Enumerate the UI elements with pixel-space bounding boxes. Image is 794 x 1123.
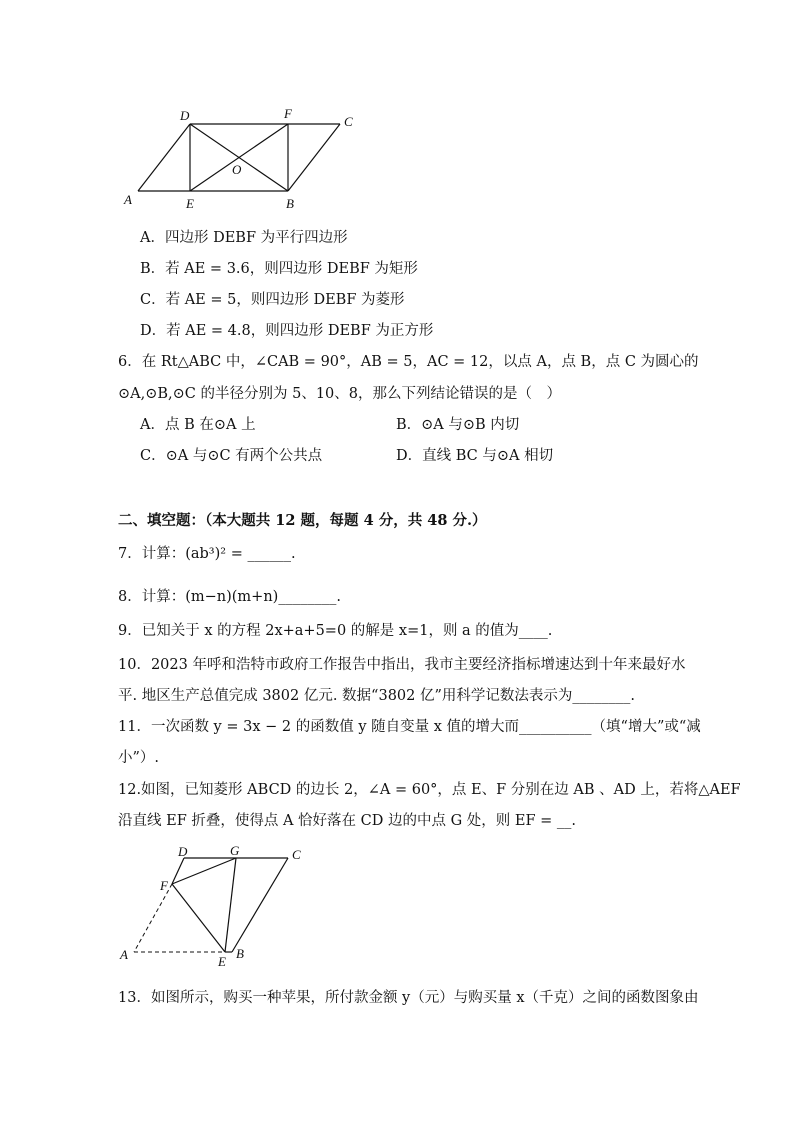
q10-line2: 平. 地区生产总值完成 3802 亿元. 数据“3802 亿”用科学记数法表示为________. xyxy=(118,688,635,704)
label-f: F xyxy=(284,106,292,121)
q12-line1: 12.如图，已知菱形 ABCD 的边长 2，∠A = 60°，点 E、F 分别在边 AB 、AD 上，若将△AEF xyxy=(118,782,741,798)
label-d2: D xyxy=(178,844,188,859)
label-a2: A xyxy=(120,947,128,962)
q6-option-b: B．⊙A 与⊙B 内切 xyxy=(396,417,520,433)
q5-option-c: C．若 AE = 5，则四边形 DEBF 为菱形 xyxy=(140,292,405,308)
label-b: B xyxy=(286,196,294,211)
q6-line1: 6．在 Rt△ABC 中，∠CAB = 90°，AB = 5，AC = 12，以点 A，点 B，点 C 为圆心的 xyxy=(118,354,699,370)
label-e2: E xyxy=(218,954,226,969)
q9: 9．已知关于 x 的方程 2x+a+5=0 的解是 x=1，则 a 的值为____. xyxy=(118,623,553,639)
q5-option-b: B．若 AE = 3.6，则四边形 DEBF 为矩形 xyxy=(140,261,418,277)
label-g2: G xyxy=(230,843,240,858)
figure-rhombus-fold xyxy=(116,842,316,970)
q10-line1: 10．2023 年呼和浩特市政府工作报告中指出，我市主要经济指标增速达到十年来最好水 xyxy=(118,657,686,673)
label-o: O xyxy=(232,162,242,177)
figure-parallelogram-debf xyxy=(118,104,368,216)
q11-line2: 小”）. xyxy=(118,750,160,766)
q11-line1: 11．一次函数 y = 3x − 2 的函数值 y 随自变量 x 值的增大而__________（填“增大”或“减 xyxy=(118,719,701,735)
q5-option-d: D．若 AE = 4.8，则四边形 DEBF 为正方形 xyxy=(140,323,434,339)
label-c2: C xyxy=(292,847,301,862)
label-f2: F xyxy=(160,878,168,893)
label-c: C xyxy=(344,114,353,129)
q7: 7．计算：(ab³)² = ______. xyxy=(118,546,296,562)
q8: 8．计算：(m−n)(m+n)________. xyxy=(118,589,341,605)
label-a: A xyxy=(124,192,132,207)
q6-option-c: C．⊙A 与⊙C 有两个公共点 xyxy=(140,448,323,464)
q6-option-d: D．直线 BC 与⊙A 相切 xyxy=(396,448,554,464)
label-e: E xyxy=(186,196,194,211)
q13: 13．如图所示，购买一种苹果，所付款金额 y（元）与购买量 x（千克）之间的函数图象由 xyxy=(118,990,699,1006)
q12-line2: 沿直线 EF 折叠，使得点 A 恰好落在 CD 边的中点 G 处，则 EF = __. xyxy=(118,813,577,829)
q5-option-a: A．四边形 DEBF 为平行四边形 xyxy=(140,230,348,246)
q6-line2: ⊙A,⊙B,⊙C 的半径分别为 5、10、8，那么下列结论错误的是（ ） xyxy=(118,386,562,402)
label-b2: B xyxy=(236,946,244,961)
section-heading: 二、填空题：（本大题共 12 题，每题 4 分，共 48 分.） xyxy=(118,512,487,529)
label-d: D xyxy=(180,108,190,123)
q6-option-a: A．点 B 在⊙A 上 xyxy=(140,417,256,433)
